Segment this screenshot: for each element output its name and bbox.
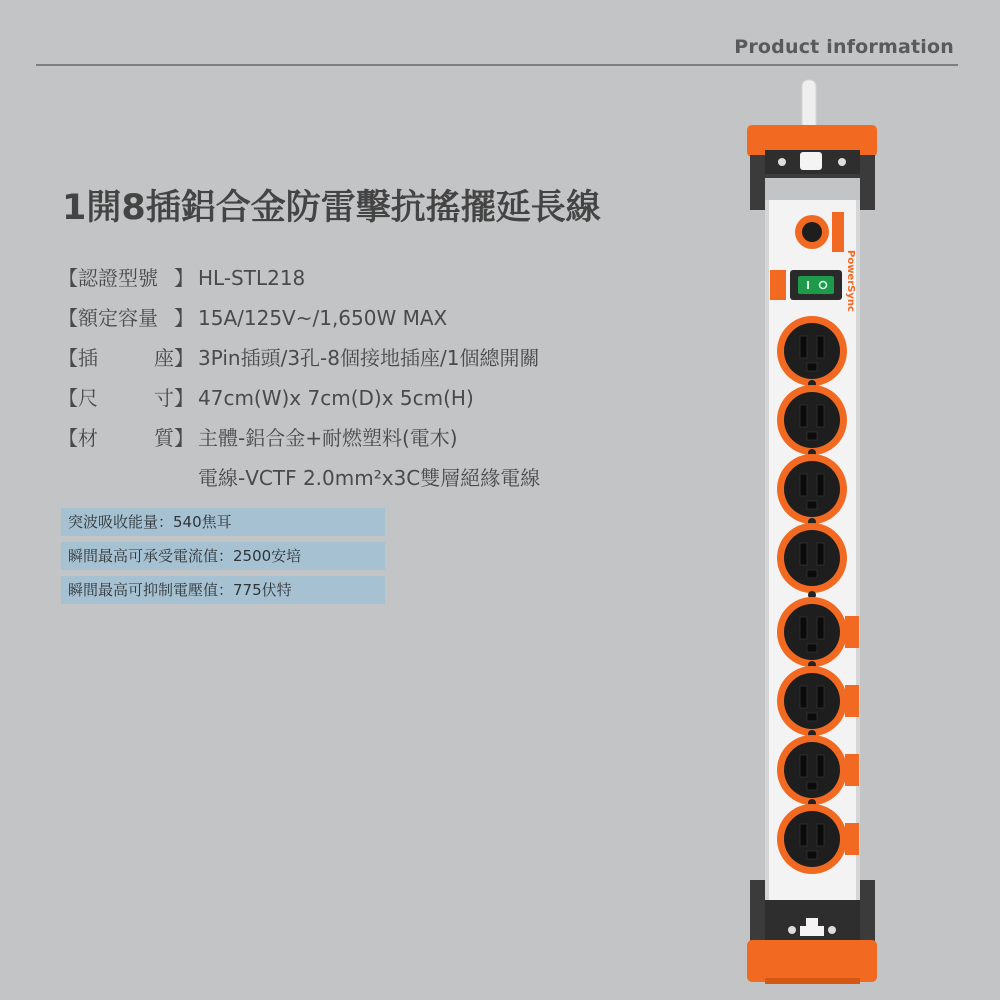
socket-1: [777, 316, 847, 386]
spec-row-model: [58, 258, 540, 298]
spec-value: 47cm(W)x 7cm(D)x 5cm(H): [198, 386, 474, 410]
spec-row-sockets: [58, 338, 540, 378]
socket-tag: [845, 616, 859, 648]
spec-label: [58, 338, 194, 378]
socket-5: [777, 597, 847, 667]
socket-slot: [817, 543, 824, 565]
socket-ground: [807, 432, 817, 440]
socket-ground: [807, 644, 817, 652]
spec-value: HL-STL218: [198, 266, 306, 290]
spec-label-left: 【額定容量: [58, 306, 158, 330]
socket-slot: [800, 336, 807, 358]
screw-icon: [778, 158, 786, 166]
socket-slot: [800, 543, 807, 565]
socket-slot: [817, 336, 824, 358]
spec-label: [58, 378, 194, 418]
socket-tag: [845, 823, 859, 855]
spec-label: [58, 298, 194, 338]
spec-value: 主體-鋁合金+耐燃塑料(電木): [198, 426, 458, 450]
socket-slot: [800, 824, 807, 846]
spec-label-right: 質】: [154, 426, 194, 450]
product-title: 1開8插鋁合金防雷擊抗搖擺延長線: [62, 188, 601, 228]
highlight-list: [61, 508, 385, 610]
screw-icon: [788, 926, 796, 934]
spec-list: [58, 258, 540, 498]
surge-indicator-inner: [802, 222, 822, 242]
spec-label: [58, 418, 194, 458]
indicator-label-plate: [832, 212, 844, 252]
socket-slot: [817, 686, 824, 708]
switch-rocker: [798, 276, 834, 294]
spec-value: 15A/125V~/1,650W MAX: [198, 306, 448, 330]
brand-label: PowerSync: [845, 250, 856, 312]
socket-slot: [817, 617, 824, 639]
spec-row-rating: [58, 298, 540, 338]
socket-ground: [807, 570, 817, 578]
socket-slot: [817, 824, 824, 846]
socket-slot: [817, 405, 824, 427]
socket-slot: [800, 405, 807, 427]
highlight-peak-current: 瞬間最高可承受電流值：2500安培: [61, 542, 385, 570]
socket-tag: [845, 685, 859, 717]
highlight-surge-energy: 突波吸收能量：540焦耳: [61, 508, 385, 536]
header-label: Product information: [734, 36, 954, 58]
socket-ground: [807, 713, 817, 721]
socket-6: [777, 666, 847, 736]
spec-row-size: [58, 378, 540, 418]
switch-label-plate: [770, 270, 786, 300]
spec-row-material: [58, 418, 540, 458]
socket-slot: [800, 474, 807, 496]
cap-shadow: [765, 978, 860, 984]
socket-slot: [800, 617, 807, 639]
spec-value: 3Pin插頭/3孔-8個接地插座/1個總開關: [198, 346, 540, 370]
spec-label-left: 【尺: [58, 386, 98, 410]
socket-8: [777, 804, 847, 874]
screw-icon: [828, 926, 836, 934]
socket-7: [777, 735, 847, 805]
spec-label: [58, 258, 194, 298]
socket-ground: [807, 501, 817, 509]
spec-label-left: 【插: [58, 346, 98, 370]
socket-ground: [807, 782, 817, 790]
socket-slot: [800, 686, 807, 708]
socket-ground: [807, 851, 817, 859]
spec-label-left: 【認證型號: [58, 266, 158, 290]
screw-icon: [838, 158, 846, 166]
spec-label-right: 】: [174, 306, 194, 330]
highlight-clamp-voltage: 瞬間最高可抑制電壓值：775伏特: [61, 576, 385, 604]
socket-tag: [845, 754, 859, 786]
socket-3: [777, 454, 847, 524]
cable-clamp: [800, 152, 822, 170]
socket-ground: [807, 363, 817, 371]
socket-slot: [817, 474, 824, 496]
spec-label-right: 座】: [154, 346, 194, 370]
socket-2: [777, 385, 847, 455]
bottom-cap-orange: [747, 940, 877, 982]
spec-label-right: 】: [174, 266, 194, 290]
socket-slot: [817, 755, 824, 777]
spec-label-right: 寸】: [154, 386, 194, 410]
socket-slot: [800, 755, 807, 777]
spec-label-left: 【材: [58, 426, 98, 450]
body-edge-left: [765, 200, 769, 900]
power-strip-image: [720, 0, 900, 1000]
spec-continuation: 電線-VCTF 2.0mm²x3C雙層絕緣電線: [198, 466, 541, 490]
socket-4: [777, 523, 847, 593]
switch-mark-on: [807, 281, 809, 289]
